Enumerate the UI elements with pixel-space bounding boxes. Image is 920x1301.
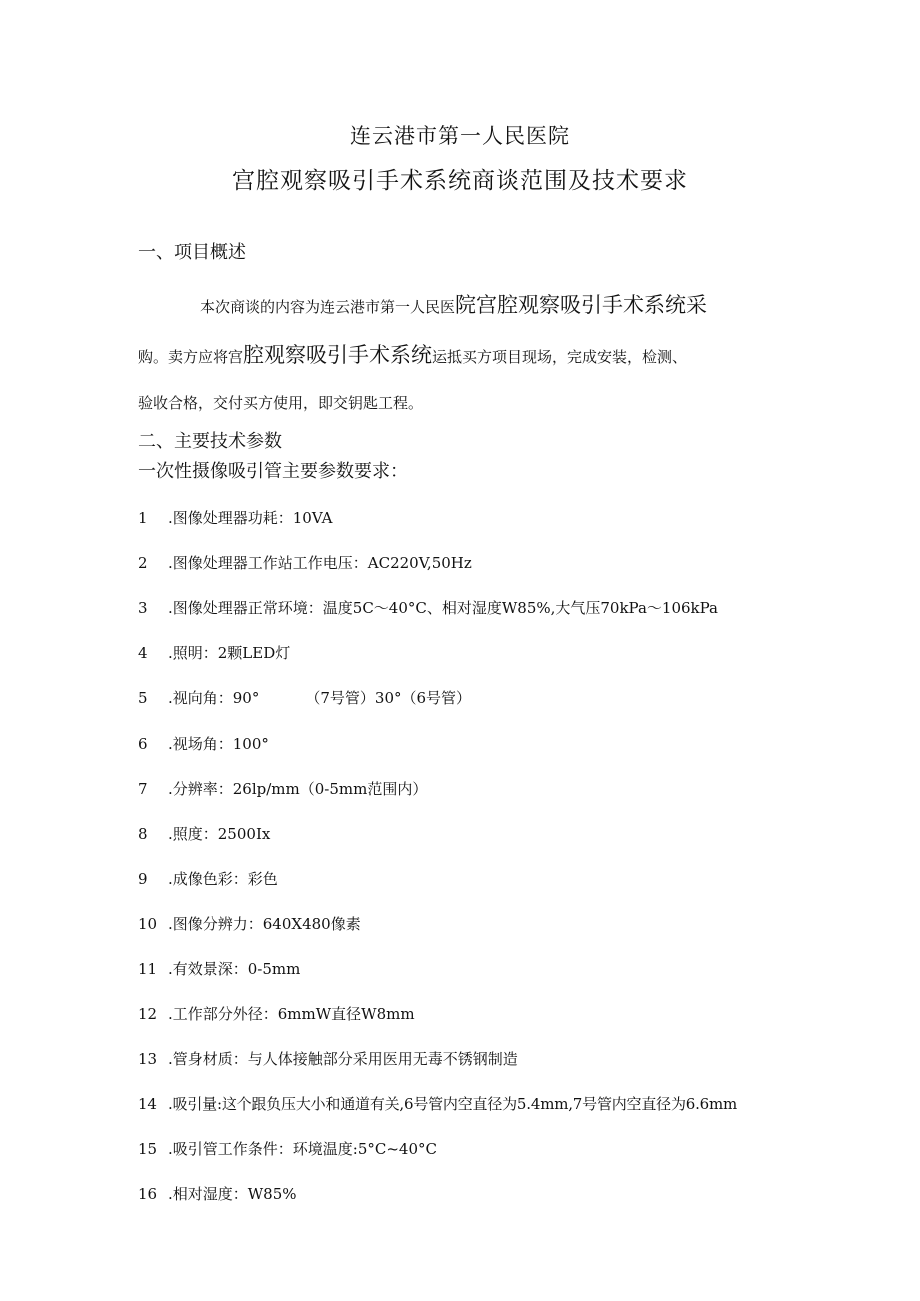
param-item-text: .分辨率：26lp∕mm（0-5mm范围内） — [168, 780, 428, 798]
overview-line-1 — [200, 289, 707, 319]
overview-line-2-emphasis: 腔观察吸引手术系统 — [243, 343, 433, 367]
param-item-number: 1 — [138, 509, 148, 527]
param-item-text: .图像处理器正常环境：温度5C～40°C、相对湿度W85%,大气压70kPa～106kPa — [168, 599, 718, 617]
param-item-number: 11 — [138, 960, 158, 978]
param-item-text: .管身材质：与人体接触部分采用医用无毒不锈钢制造 — [168, 1050, 518, 1068]
param-item — [138, 597, 718, 618]
param-item-text: .有效景深：0-5mm — [168, 960, 301, 978]
overview-line-3: 验收合格，交付买方使用，即交钥匙工程。 — [138, 394, 424, 412]
param-item-number: 14 — [138, 1095, 157, 1113]
param-item — [138, 507, 333, 528]
param-item-number: 9 — [138, 870, 148, 888]
param-item-text: .成像色彩：彩色 — [168, 870, 278, 888]
param-item-number: 5 — [138, 689, 148, 707]
param-item-number: 4 — [138, 644, 148, 662]
param-item — [138, 552, 472, 573]
param-item-number: 10 — [138, 915, 158, 933]
param-item — [138, 1003, 415, 1024]
param-item-number: 13 — [138, 1050, 158, 1068]
param-item — [138, 958, 300, 979]
section-heading-params: 二、主要技术参数 — [138, 431, 282, 452]
document-title: 宫腔观察吸引手术系统商谈范围及技术要求 — [232, 168, 688, 194]
param-item-number: 12 — [138, 1005, 158, 1023]
overview-line-2 — [138, 339, 687, 369]
hospital-name: 连云港市第一人民医院 — [350, 124, 570, 148]
overview-line-1-emphasis: 院宫腔观察吸引手术系统采 — [455, 293, 708, 317]
param-item — [138, 823, 270, 844]
overview-line-1-text: 本次商谈的内容为连云港市第一人民医 — [200, 298, 456, 316]
param-item-number: 8 — [138, 825, 148, 843]
param-item — [138, 1183, 297, 1204]
param-item-text: .图像处理器工作站工作电压：AC220V,50Hz — [168, 554, 472, 572]
param-item-number: 3 — [138, 599, 148, 617]
param-item-number: 15 — [138, 1140, 158, 1158]
param-item — [138, 778, 427, 799]
param-item — [138, 642, 290, 663]
param-item-text: .相对湿度：W85% — [168, 1185, 297, 1203]
params-subheading: 一次性摄像吸引管主要参数要求： — [138, 461, 408, 482]
param-item — [138, 913, 361, 934]
param-item-number: 2 — [138, 554, 148, 572]
param-item — [138, 687, 471, 708]
param-item-text: .视向角：90° — [168, 689, 260, 707]
overview-line-2-text-a: 购。卖方应将宫 — [138, 348, 244, 366]
param-item-text-secondary: （7号管）30°（6号管） — [305, 689, 472, 707]
param-item-text: .视场角：100° — [168, 735, 269, 753]
param-item-text: .工作部分外径：6mmW直径W8mm — [168, 1005, 415, 1023]
param-item-text: .图像处理器功耗：10VA — [168, 509, 333, 527]
param-item-text: .吸引管工作条件：环境温度:5°C~40°C — [168, 1140, 437, 1158]
param-item-number: 16 — [138, 1185, 158, 1203]
param-item-text: .照度：2500Ix — [168, 825, 271, 843]
param-item — [138, 1093, 737, 1114]
param-item — [138, 733, 269, 754]
param-item-number: 6 — [138, 735, 148, 753]
overview-line-2-text-b: 运抵买方项目现场，完成安装，检测、 — [432, 348, 688, 366]
param-item-text: .图像分辨力：640X480像素 — [168, 915, 361, 933]
param-item — [138, 1048, 518, 1069]
param-item-number: 7 — [138, 780, 148, 798]
section-heading-overview: 一、项目概述 — [138, 242, 246, 263]
param-item-text: .吸引量:这个跟负压大小和通道有关,6号管内空直径为5.4mm,7号管内空直径为6.6mm — [168, 1095, 738, 1113]
param-item — [138, 868, 278, 889]
param-item-text: .照明：2颗LED灯 — [168, 644, 291, 662]
param-item — [138, 1138, 437, 1159]
